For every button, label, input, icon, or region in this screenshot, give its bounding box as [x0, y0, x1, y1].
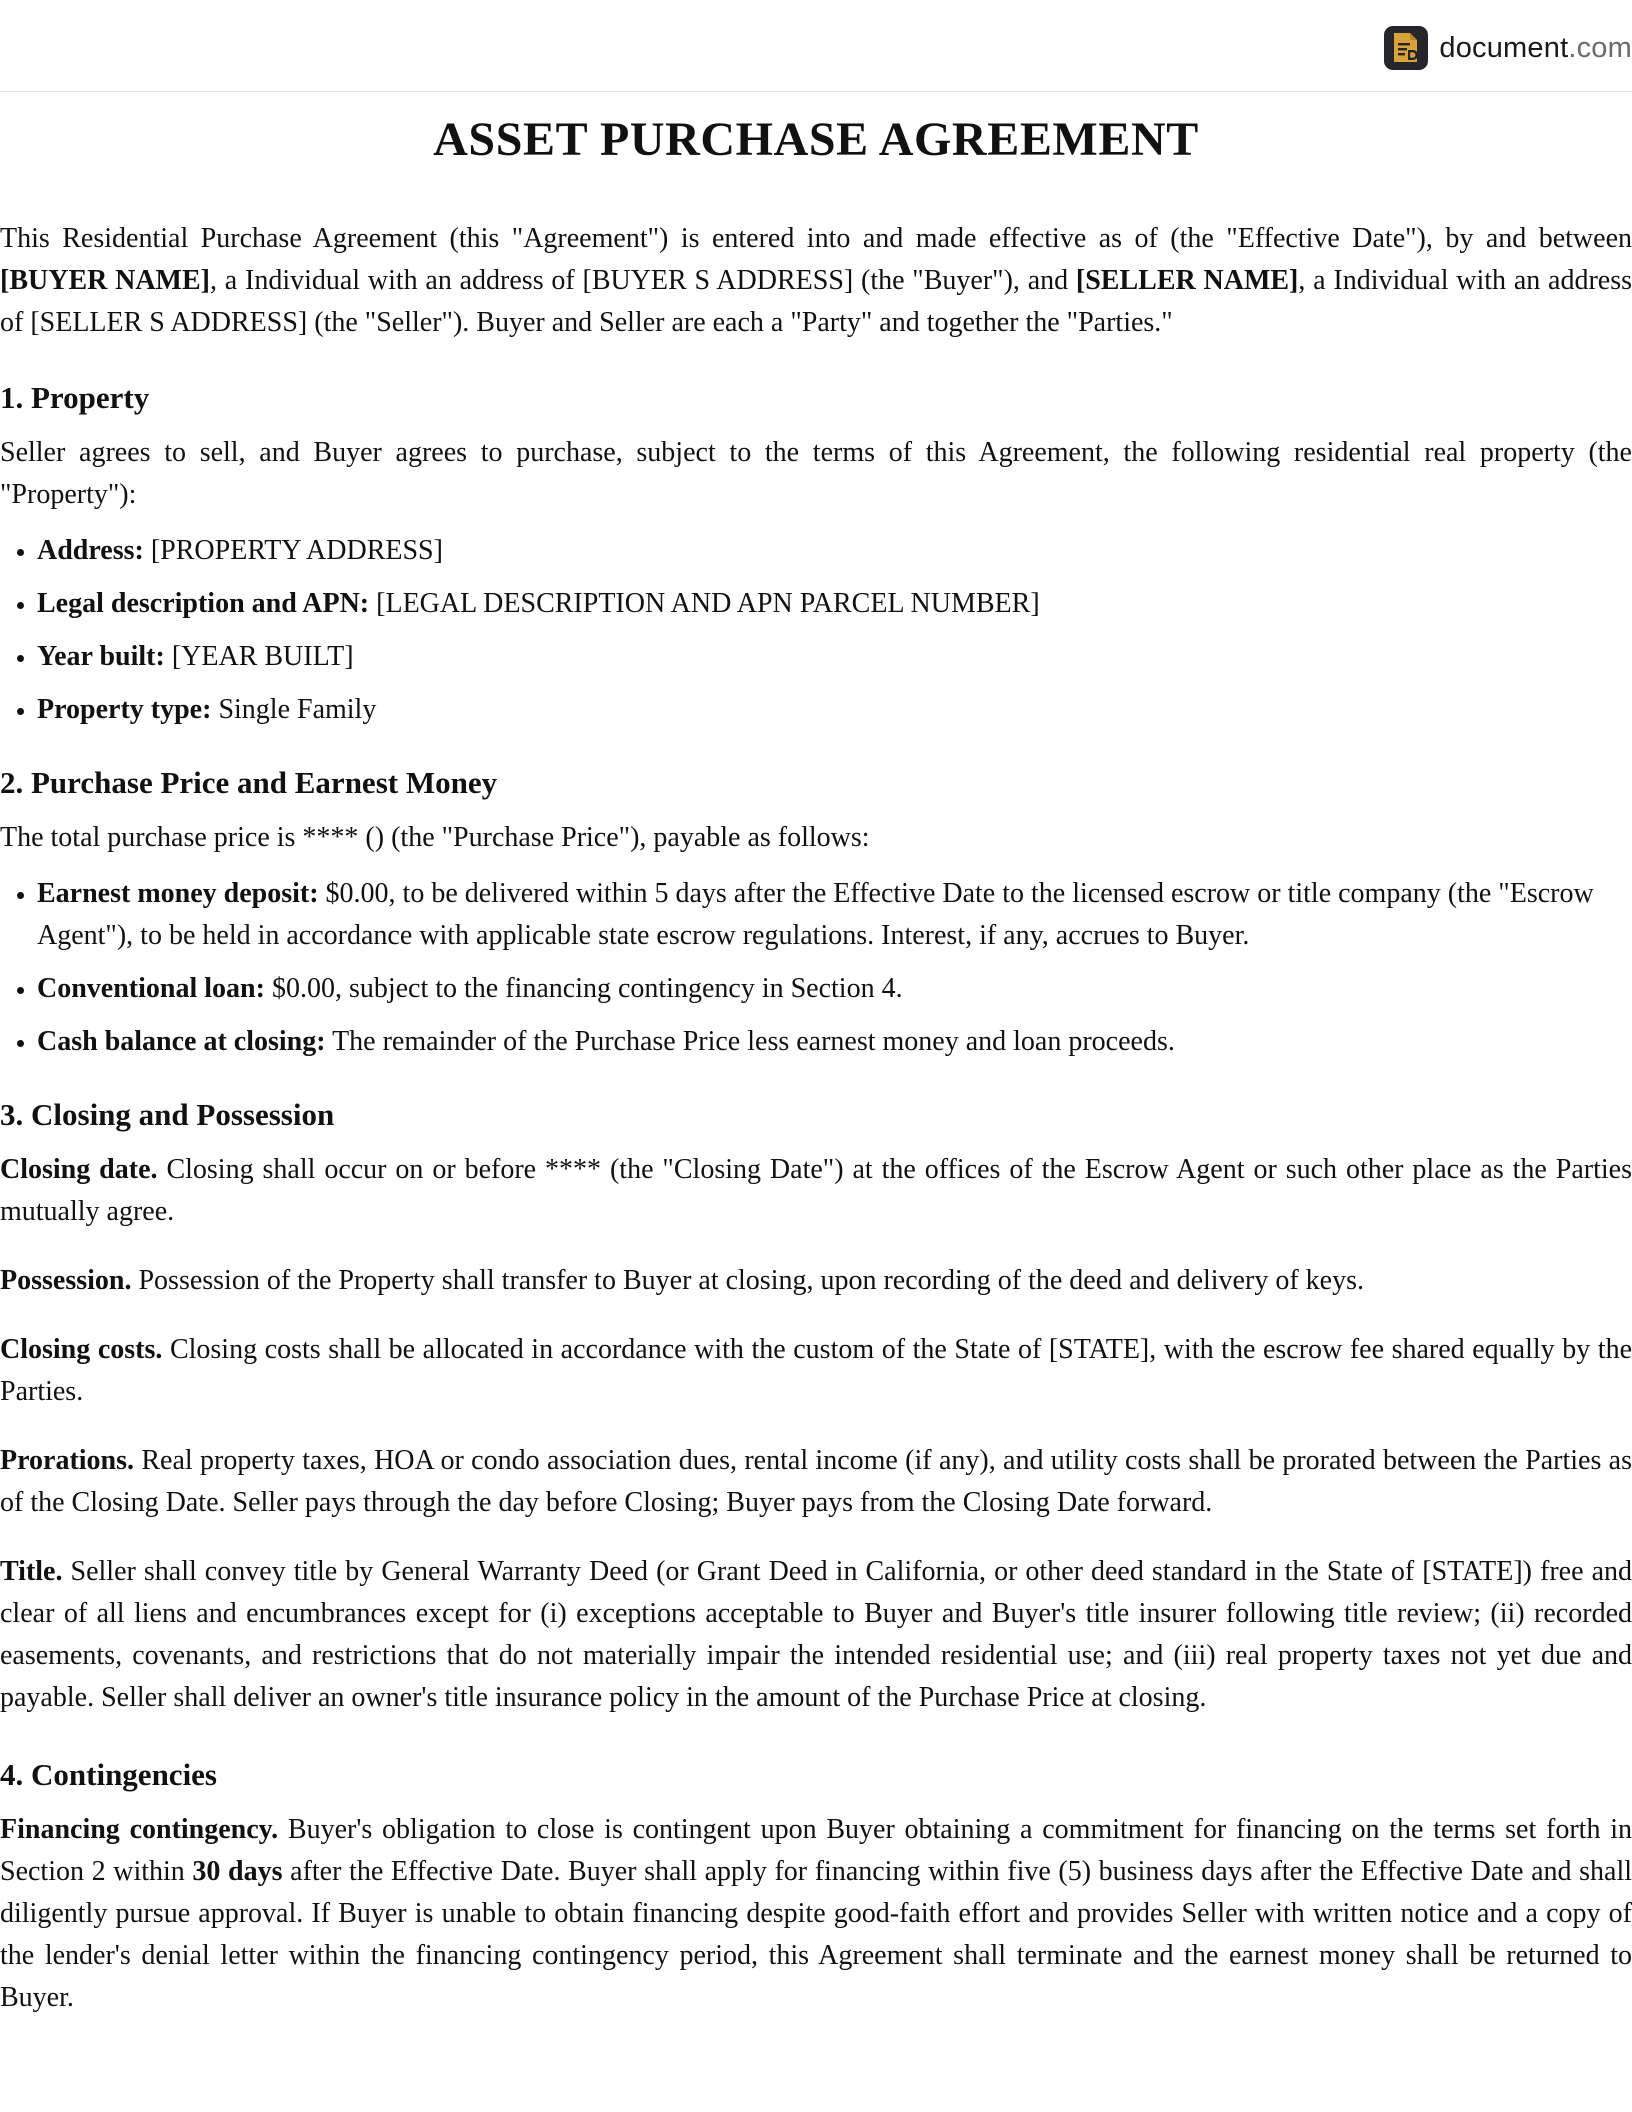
intro-paragraph: This Residential Purchase Agreement (this "Agreement") is entered into and made effective as of (the "Effective Date"), by and between [BUYER NAME], a Individual with an address of [BUYER S ADDRESS] (the "Buyer"), and [SELLER NAME], a Individual with an address of [SELLER S ADDRESS] (the "Seller"). Buyer and Seller are each a "Party" and together the "Parties." — [0, 223, 1632, 338]
section-2-heading: 2. Purchase Price and Earnest Money — [0, 765, 498, 800]
section-1-heading: 1. Property — [0, 380, 150, 415]
brand-suffix: .com — [1568, 31, 1632, 64]
closing-costs-paragraph: Closing costs. Closing costs shall be allocated in accordance with the custom of the State of [STATE], with the escrow fee shared equally by the Parties. — [0, 1334, 1632, 1407]
closing-date-paragraph: Closing date. Closing shall occur on or before **** (the "Closing Date") at the offices of the Escrow Agent or such other place as the Parties mutually agree. — [0, 1154, 1632, 1227]
property-list — [0, 530, 1632, 731]
financing-contingency-paragraph: Financing contingency. Buyer's obligation to close is contingent upon Buyer obtaining a commitment for financing on the terms set forth in Section 2 within 30 days after the Effective Date. Buyer shall apply for financing within five (5) business days after the Effective Date and shall diligently pursue approval. If Buyer is unable to obtain financing despite good-faith effort and provides Seller with written notice and a copy of the lender's denial letter within the financing contingency period, this Agreement shall terminate and the earnest money shall be returned to Buyer. — [0, 1814, 1632, 2013]
title-paragraph: Title. Seller shall convey title by General Warranty Deed (or Grant Deed in California, or other deed standard in the State of [STATE]) free and clear of all liens and encumbrances except for (i) exceptions acceptable to Buyer and Buyer's title insurer following title review; (ii) recorded easements, covenants, and restrictions that do not materially impair the intended residential use; and (iii) real property taxes not yet due and payable. Seller shall deliver an owner's title insurance policy in the amount of the Purchase Price at closing. — [0, 1556, 1632, 1713]
document-body — [0, 106, 1632, 2019]
brand-link[interactable] — [1384, 22, 1632, 74]
possession-paragraph: Possession. Possession of the Property shall transfer to Buyer at closing, upon recording of the deed and delivery of keys. — [0, 1265, 1364, 1296]
list-item: • Conventional loan: $0.00, subject to the financing contingency in Section 4. — [37, 968, 1632, 1010]
list-item: • Legal description and APN: [LEGAL DESCRIPTION AND APN PARCEL NUMBER] — [37, 583, 1632, 625]
brand-name: document.com — [1439, 31, 1632, 64]
payment-list — [0, 873, 1632, 1063]
buyer-name: [BUYER NAME] — [0, 265, 210, 296]
section-1-lead: Seller agrees to sell, and Buyer agrees to purchase, subject to the terms of this Agreement, the following residential real property (the "Property"): — [0, 437, 1632, 510]
seller-name: [SELLER NAME] — [1075, 265, 1299, 296]
prorations-paragraph: Prorations. Real property taxes, HOA or condo association dues, rental income (if any), and utility costs shall be prorated between the Parties as of the Closing Date. Seller pays through the day before Closing; Buyer pays from the Closing Date forward. — [0, 1445, 1632, 1518]
list-item: • Property type: Single Family — [37, 689, 1632, 731]
document-title: ASSET PURCHASE AGREEMENT — [433, 113, 1199, 166]
header-bar — [0, 0, 1632, 92]
list-item: • Earnest money deposit: $0.00, to be delivered within 5 days after the Effective Date to the licensed escrow or title company (the "Escrow Agent"), to be held in accordance with applicable state escrow regulations. Interest, if any, accrues to Buyer. — [37, 873, 1632, 957]
list-item: • Address: [PROPERTY ADDRESS] — [37, 530, 1632, 572]
section-4-heading: 4. Contingencies — [0, 1757, 217, 1792]
document-logo-icon — [1384, 26, 1428, 70]
section-2-lead: The total purchase price is **** () (the "Purchase Price"), payable as follows: — [0, 822, 870, 853]
section-3-heading: 3. Closing and Possession — [0, 1097, 335, 1132]
list-item: • Year built: [YEAR BUILT] — [37, 636, 1632, 678]
list-item: • Cash balance at closing: The remainder of the Purchase Price less earnest money and loan proceeds. — [37, 1021, 1632, 1063]
